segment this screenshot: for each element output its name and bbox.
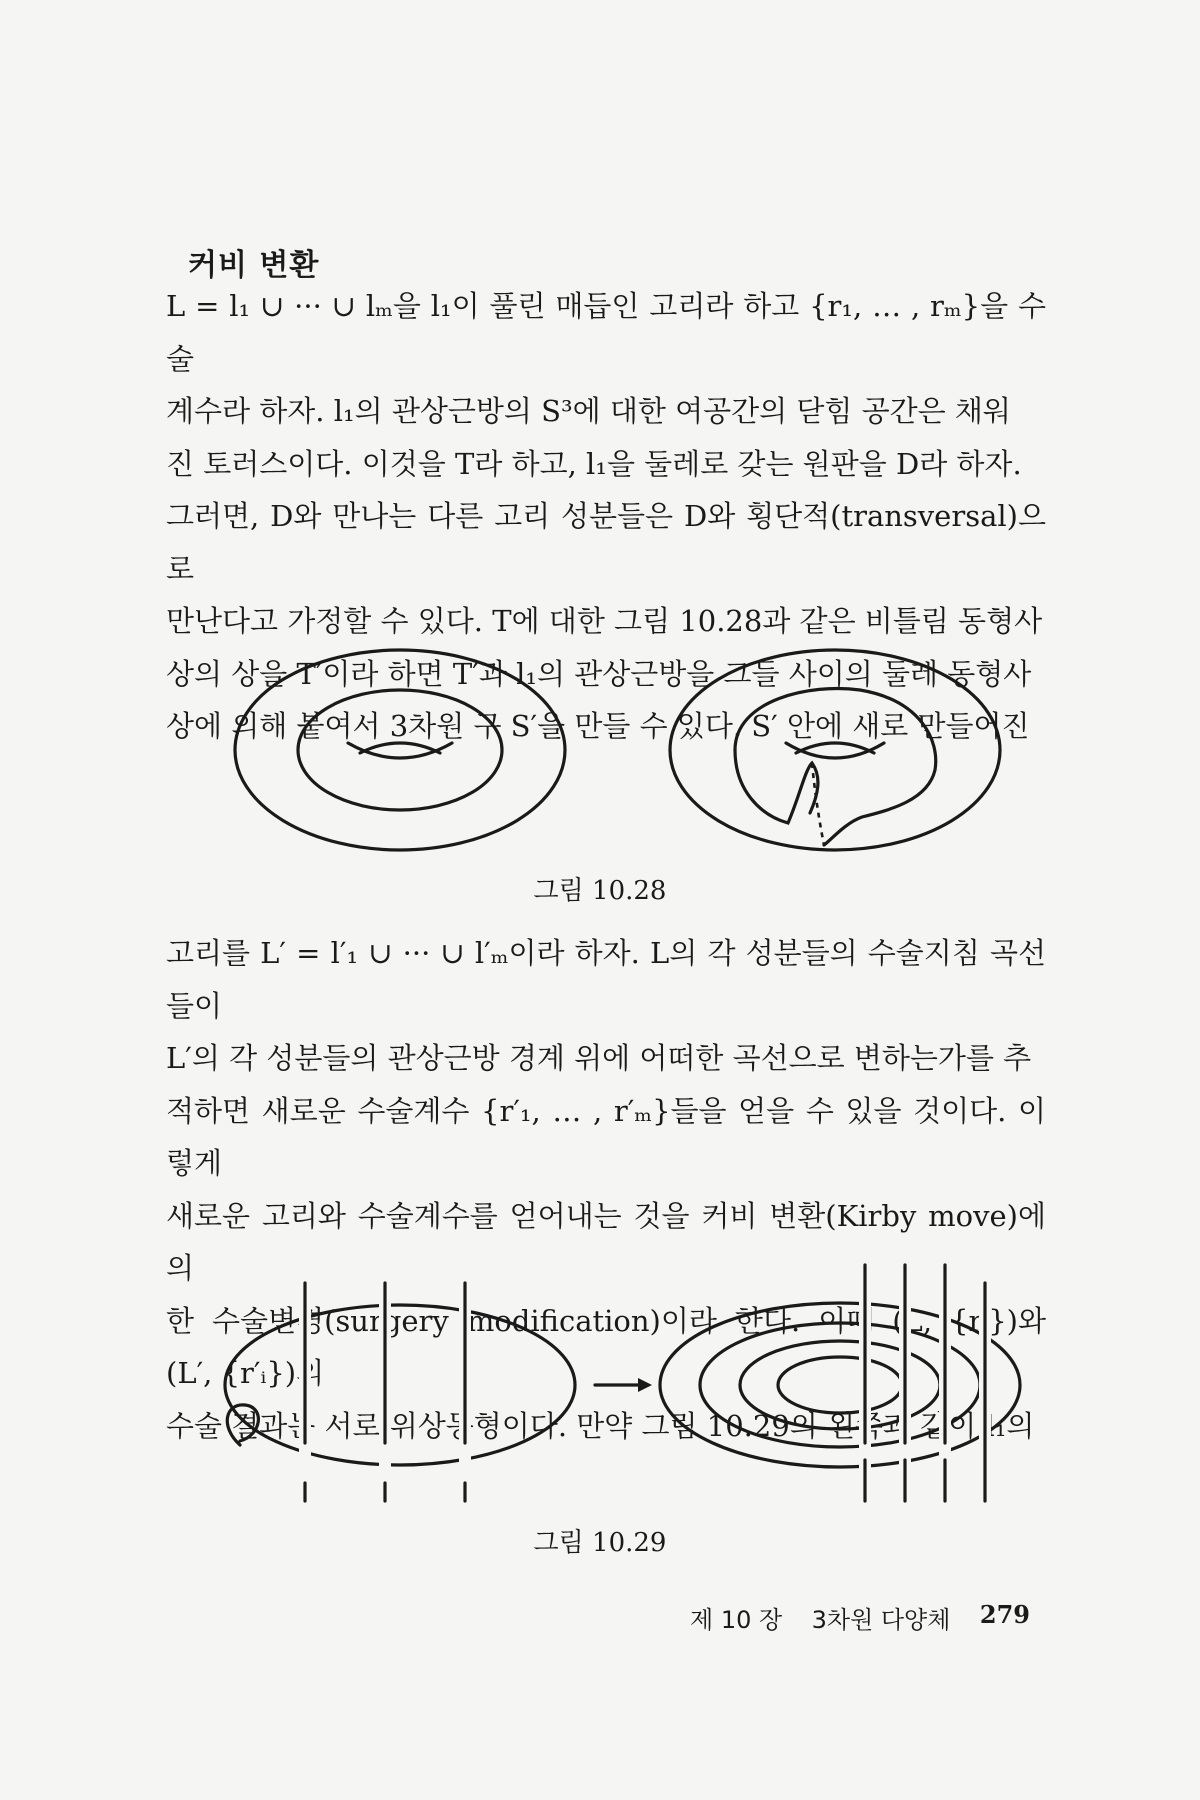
paragraph-line: 만난다고 가정할 수 있다. T에 대한 그림 10.28과 같은 비틀림 동형사 (166, 604, 1043, 638)
chapter-title: 3차원 다양체 (811, 1606, 951, 1634)
paragraph-line: L = l₁ ∪ ··· ∪ lₘ을 l₁이 풀린 매듭인 고리라 하고 {r₁, … , rₘ}을 수술 (166, 289, 1046, 376)
figure-10-29-caption: 그림 10.29 (533, 1528, 667, 1558)
figure-10-29 (200, 1255, 1040, 1510)
paragraph-line: 적하면 새로운 수술계수 {r′₁, … , r′ₘ}들을 얻을 수 있을 것이다. 이렇게 (166, 1093, 1046, 1180)
paragraph-line: 새로운 고리와 수술계수를 얻어내는 것을 커비 변환(Kirby move)에 의 (166, 1198, 1046, 1285)
twisted-torus-right (670, 650, 1000, 850)
link-after (660, 1265, 1020, 1503)
link-before (225, 1283, 575, 1503)
paragraph-line: 상에 의해 붙여서 3차원 구 S′을 만들 수 있다. S′ 안에 새로 만들어진 (166, 709, 1030, 743)
paragraph-line: 진 토러스이다. 이것을 T라 하고, l₁을 둘레로 갖는 원판을 D라 하자. (166, 446, 1022, 481)
paragraph-line: 수술 결과는 서로 위상동형이다. 만약 그림 10.29의 왼쪽과 같이 l₁의 (166, 1408, 1035, 1443)
page-footer (690, 1600, 1030, 1635)
page-number: 279 (979, 1600, 1030, 1629)
torus-left (235, 650, 565, 850)
arrow (595, 1378, 652, 1392)
paragraph-line: 상의 상을 T′이라 하면 T′과 l₁의 관상근방을 그들 사이의 둘레 동형사 (166, 656, 1032, 691)
paragraph-line: 계수라 하자. l₁의 관상근방의 S³에 대한 여공간의 닫힘 공간은 채워 (166, 394, 1011, 428)
paragraph-line: 한 수술변경(surgery modification)이라 한다. 이때 (L, {rᵢ})와 (L′, {r′ᵢ})의 (166, 1303, 1046, 1390)
paragraph-line: L′의 각 성분들의 관상근방 경계 위에 어떠한 곡선으로 변하는가를 추 (166, 1041, 1032, 1075)
paragraph-line: 고리를 L′ = l′₁ ∪ ··· ∪ l′ₘ이라 하자. L의 각 성분들의 수술지침 곡선들이 (166, 936, 1046, 1023)
figure-10-28 (200, 645, 1040, 860)
paragraph-line: 그러면, D와 만나는 다른 고리 성분들은 D와 횡단적(transversal)으로 (166, 499, 1046, 586)
figure-10-28-caption: 그림 10.28 (533, 876, 667, 906)
section-title: 커비 변환 (188, 248, 320, 283)
chapter-label: 제 10 장 (690, 1606, 783, 1634)
